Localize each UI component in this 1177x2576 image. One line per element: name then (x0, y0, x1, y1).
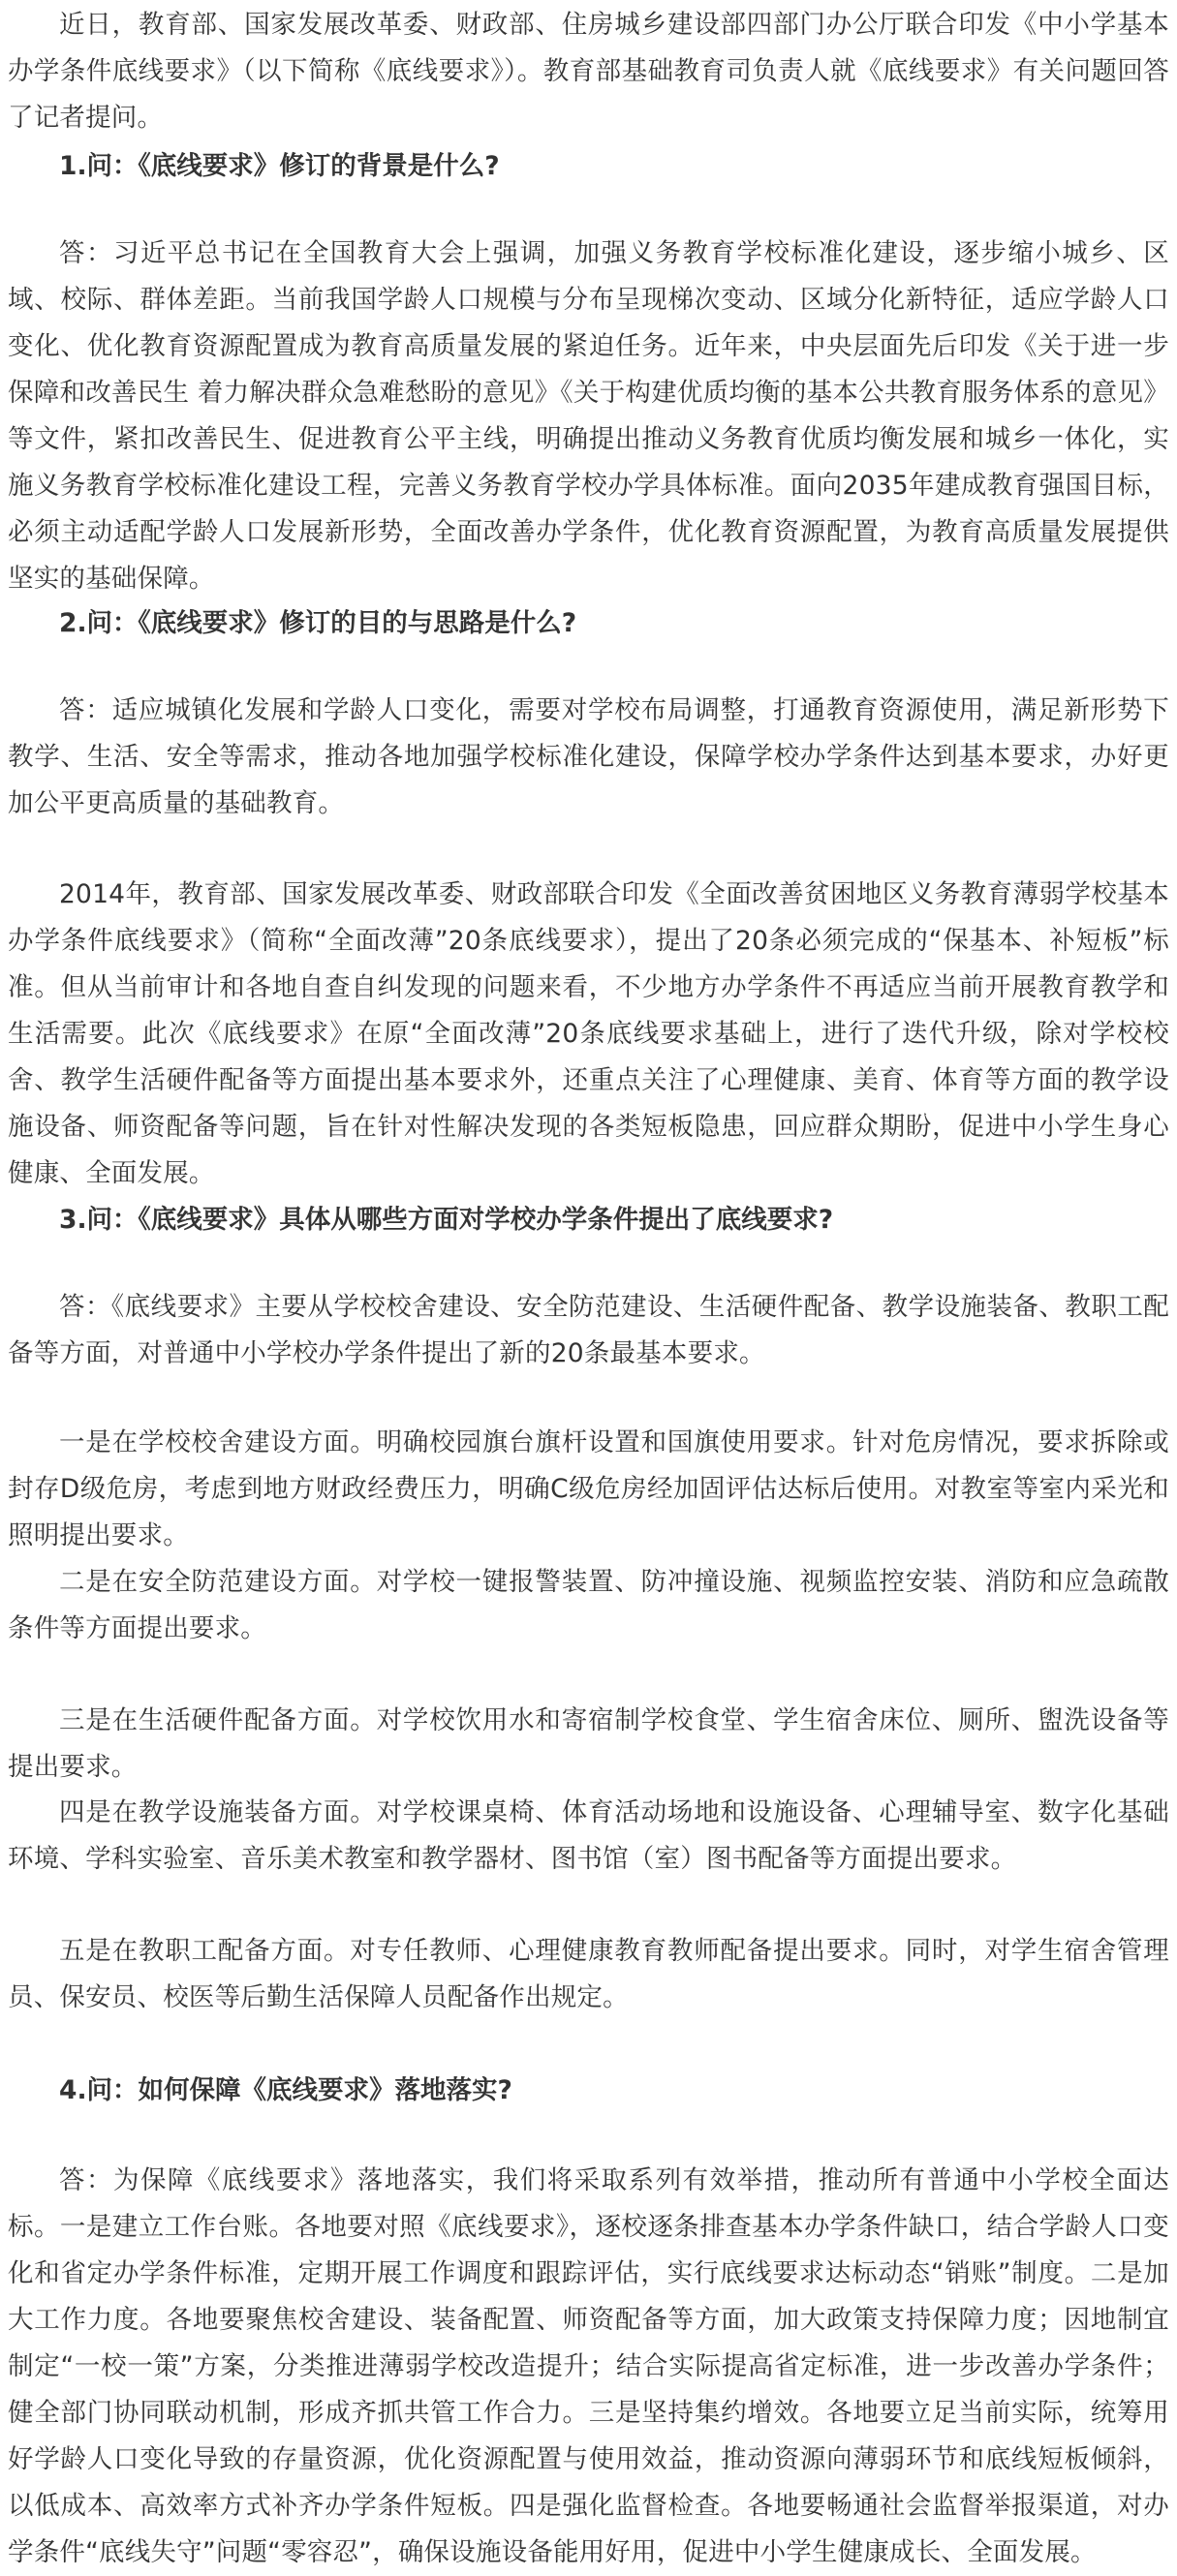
answer-4-paragraph: 答：为保障《底线要求》落地落实，我们将采取系列有效举措，推动所有普通中小学校全面达标。一是建立工作台账。各地要对照《底线要求》，逐校逐条排查基本办学条件缺口，结合学龄人口变化和省定办学条件标准，定期开展工作调度和跟踪评估，实行底线要求达标动态“销账”制度。二是加大工作力度。各地要聚焦校舍建设、装备配置、师资配备等方面，加大政策支持保障力度；因地制宜制定“一校一策”方案，分类推进薄弱学校改造提升；结合实际提高省定标准，进一步改善办学条件；健全部门协同联动机制，形成齐抓共管工作合力。三是坚持集约增效。各地要立足当前实际，统筹用好学龄人口变化导致的存量资源，优化资源配置与使用效益，推动资源向薄弱环节和底线短板倾斜，以低成本、高效率方式补齐办学条件短板。四是强化监督检查。各地要畅通社会监督举报渠道，对办学条件“底线失守”问题“零容忍”，确保设施设备能用好用，促进中小学生健康成长、全面发展。 (8, 2165, 1169, 2567)
answer-3-item-3: 三是在生活硬件配备方面。对学校饮用水和寄宿制学校食堂、学生宿舍床位、厕所、盥洗设备等提出要求。 (8, 1705, 1169, 1782)
answer-1-paragraph: 答：习近平总书记在全国教育大会上强调，加强义务教育学校标准化建设，逐步缩小城乡、区域、校际、群体差距。当前我国学龄人口规模与分布呈现梯次变动、区域分化新特征，适应学龄人口变化、优化教育资源配置成为教育高质量发展的紧迫任务。近年来，中央层面先后印发《关于进一步保障和改善民生 着力解决群众急难愁盼的意见》《关于构建优质均衡的基本公共教育服务体系的意见》等文件，紧扣改善民生、促进教育公平主线，明确提出推动义务教育优质均衡发展和城乡一体化，实施义务教育学校标准化建设工程，完善义务教育学校办学具体标准。面向2035年建成教育强国目标，必须主动适配学龄人口发展新形势，全面改善办学条件，优化教育资源配置，为教育高质量发展提供坚实的基础保障。 (8, 238, 1169, 594)
question-3-heading: 3.问：《底线要求》具体从哪些方面对学校办学条件提出了底线要求? (59, 1205, 834, 1235)
answer-2-paragraph-1: 答：适应城镇化发展和学龄人口变化，需要对学校布局调整，打通教育资源使用，满足新形势下教学、生活、安全等需求，推动各地加强学校标准化建设，保障学校办学条件达到基本要求，办好更加公平更高质量的基础教育。 (8, 695, 1169, 818)
answer-3-item-2: 二是在安全防范建设方面。对学校一键报警装置、防冲撞设施、视频监控安装、消防和应急疏散条件等方面提出要求。 (8, 1567, 1169, 1643)
answer-3-item-5: 五是在教职工配备方面。对专任教师、心理健康教育教师配备提出要求。同时，对学生宿舍管理员、保安员、校医等后勤生活保障人员配备作出规定。 (8, 1936, 1169, 2012)
intro-paragraph: 近日，教育部、国家发展改革委、财政部、住房城乡建设部四部门办公厅联合印发《中小学基本办学条件底线要求》（以下简称《底线要求》）。教育部基础教育司负责人就《底线要求》有关问题回答了记者提问。 (8, 10, 1169, 133)
answer-2-paragraph-2: 2014年，教育部、国家发展改革委、财政部联合印发《全面改善贫困地区义务教育薄弱学校基本办学条件底线要求》（简称“全面改薄”20条底线要求），提出了20条必须完成的“保基本、补短板”标准。但从当前审计和各地自查自纠发现的问题来看，不少地方办学条件不再适应当前开展教育教学和生活需要。此次《底线要求》在原“全面改薄”20条底线要求基础上，进行了迭代升级，除对学校校舍、教学生活硬件配备等方面提出基本要求外，还重点关注了心理健康、美育、体育等方面的教学设施设备、师资配备等问题，旨在针对性解决发现的各类短板隐患，回应群众期盼，促进中小学生身心健康、全面发展。 (8, 879, 1169, 1188)
answer-3-item-4: 四是在教学设施装备方面。对学校课桌椅、体育活动场地和设施设备、心理辅导室、数字化基础环境、学科实验室、音乐美术教室和教学器材、图书馆（室）图书配备等方面提出要求。 (8, 1797, 1169, 1874)
question-4-heading: 4.问：如何保障《底线要求》落地落实? (59, 2075, 512, 2105)
question-2-heading: 2.问：《底线要求》修订的目的与思路是什么? (59, 608, 577, 638)
answer-3-item-1: 一是在学校校舍建设方面。明确校园旗台旗杆设置和国旗使用要求。针对危房情况，要求拆除或封存D级危房，考虑到地方财政经费压力，明确C级危房经加固评估达标后使用。对教室等室内采光和照明提出要求。 (8, 1427, 1169, 1550)
answer-3-intro-paragraph: 答：《底线要求》主要从学校校舍建设、安全防范建设、生活硬件配备、教学设施装备、教职工配备等方面，对普通中小学校办学条件提出了新的20条最基本要求。 (8, 1292, 1169, 1368)
question-1-heading: 1.问：《底线要求》修订的背景是什么? (59, 151, 500, 181)
